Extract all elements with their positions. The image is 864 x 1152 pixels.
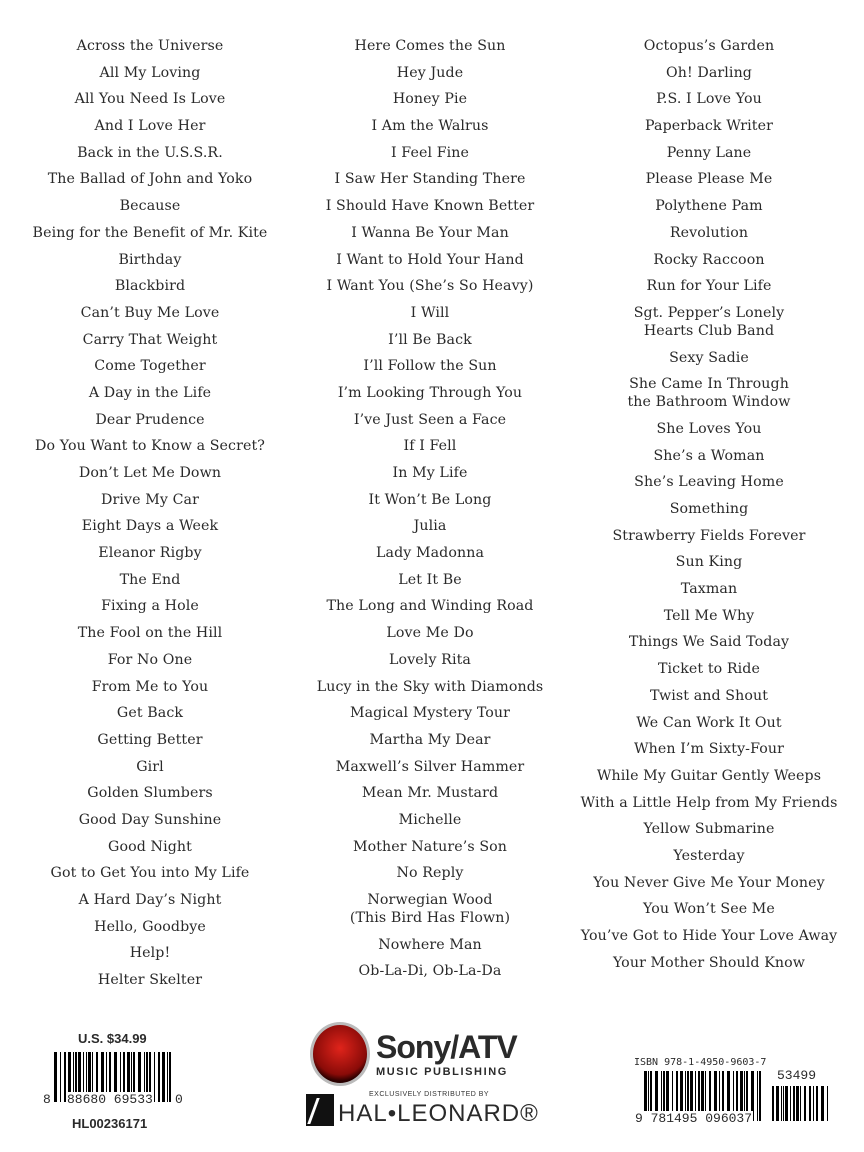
addon-number: 53499 [777,1068,817,1083]
item-code: HL00236171 [72,1116,148,1131]
song-title: Michelle [398,811,462,828]
song-title: Something [669,501,749,517]
song-title: Eight Days a Week [81,518,219,535]
upc-left-digit: 8 [43,1092,51,1107]
song-title: While My Guitar Gently Weeps [596,767,822,784]
song-title: Yesterday [673,847,745,864]
song-title: Revolution [669,224,749,241]
song-title: Your Mother Should Know [612,954,806,971]
song-title: Back in the U.S.S.R. [77,144,223,161]
song-title: No Reply [396,865,464,882]
song-title: I Feel Fine [390,144,470,161]
song-title: Here Comes the Sun [354,38,506,54]
barcode-bar [54,1052,57,1102]
song-title: Lady Madonna [375,545,485,562]
song-title: She Loves You [656,420,762,437]
song-title: Birthday [118,251,182,268]
song-title: Carry That Weight [82,331,218,348]
song-title: Drive My Car [101,491,199,508]
song-title: Good Day Sunshine [78,811,222,828]
price: U.S. $34.99 [78,1031,147,1046]
song-title: Oh! Darling [666,64,752,81]
barcode-bar [790,1086,791,1121]
song-title: Fixing a Hole [101,598,199,615]
song-title: I’ve Just Seen a Face [353,411,507,428]
song-title: Got to Get You into My Life [50,865,250,882]
distributor-name: HAL•LEONARD® [338,1100,539,1127]
barcode-bar [776,1086,779,1121]
song-title: Because [119,198,181,215]
sony-atv-emblem-icon [310,1022,370,1086]
barcode-bar [158,1052,160,1102]
song-title: Getting Better [97,731,203,748]
song-title: Yellow Submarine [643,821,775,838]
distributed-by: EXCLUSIVELY DISTRIBUTED BY [369,1091,490,1098]
song-title: Dear Prudence [95,411,205,428]
song-title: Strawberry Fields Forever [612,527,806,544]
song-title: Hey Jude [396,64,464,81]
barcode-bar [60,1052,61,1102]
barcode-bar [759,1071,761,1121]
song-title: I’ll Follow the Sun [363,358,497,375]
song-title: I Will [410,304,450,321]
song-title: Come Together [94,358,206,375]
barcode-bar [821,1086,824,1121]
song-title: Love Me Do [386,625,474,642]
upc-right-digit: 0 [175,1092,183,1107]
barcode-bar [757,1071,758,1121]
sony-atv-logo [310,1022,517,1086]
song-title: I Want You (She’s So Heavy) [326,278,534,295]
song-title: Tell Me Why [663,607,755,624]
song-title: Across the Universe [76,38,224,54]
song-title: With a Little Help from My Friends [580,794,838,811]
song-title: It Won’t Be Long [368,491,492,508]
song-title: Mean Mr. Mustard [361,785,499,802]
song-title: I Want to Hold Your Hand [336,251,524,268]
barcode-bar [813,1086,814,1121]
song-title: Rocky Raccoon [653,251,765,268]
song-title: Run for Your Life [646,278,772,295]
song-title: The Ballad of John and Yoko [47,171,253,188]
song-title: Sexy Sadie [669,349,749,366]
song-title: Twist and Shout [649,687,769,704]
song-title: If I Fell [403,438,457,455]
song-title: I Should Have Known Better [325,198,535,215]
song-title: I’ll Be Back [388,331,472,348]
song-title: Sun King [675,554,743,571]
song-title: All You Need Is Love [74,91,226,108]
song-title: From Me to You [91,678,209,695]
song-title: Being for the Benefit of Mr. Kite [32,224,268,241]
barcode-bar [154,1052,155,1102]
barcode-bar [816,1086,818,1121]
song-title: Please Please Me [645,171,773,188]
song-title: Do You Want to Know a Secret? [34,438,265,455]
barcode-bar [781,1086,782,1121]
upc-number: 88680 69533 [67,1092,153,1107]
song-title: Ticket to Ride [657,661,760,678]
song-title: A Day in the Life [88,384,212,401]
barcode-bar [772,1086,774,1121]
song-title: Can’t Buy Me Love [80,304,220,321]
ean-number: 9 781495 096037 [635,1111,753,1126]
barcode-bar [785,1086,788,1121]
hal-leonard-emblem-icon [306,1094,334,1126]
song-title: I Saw Her Standing There [334,171,526,188]
barcode-bar [804,1086,806,1121]
song-title: The End [119,571,181,588]
song-column-3 [569,37,849,980]
song-title: P.S. I Love You [656,91,762,108]
isbn: ISBN 978-1-4950-9603-7 [634,1057,767,1068]
song-title: Polythene Pam [655,198,763,215]
song-title: Good Night [108,838,192,855]
barcode-bar [800,1086,801,1121]
song-title: Penny Lane [666,144,752,161]
song-title: We Can Work It Out [636,714,782,731]
song-title: Julia [413,518,447,535]
song-title: I’m Looking Through You [337,384,523,401]
song-title: Nowhere Man [378,936,482,953]
song-column-2 [290,37,570,989]
song-title: Get Back [116,705,184,722]
song-title: Mother Nature’s Son [352,838,508,855]
song-title: Norwegian Wood (This Bird Has Flown) [349,892,511,926]
song-title: Lucy in the Sky with Diamonds [316,678,544,695]
song-title: Blackbird [114,278,186,295]
song-title: Lovely Rita [389,651,471,668]
song-title: Hello, Goodbye [94,918,206,935]
barcode-bar [827,1086,828,1121]
song-title: For No One [107,651,193,668]
barcode-bar [167,1052,168,1102]
song-title: Honey Pie [392,91,468,108]
barcode-bar [796,1086,799,1121]
publisher-sub: MUSIC PUBLISHING [376,1065,508,1078]
song-title: Helter Skelter [97,972,203,989]
barcode-bar [783,1086,785,1121]
song-title: She’s a Woman [653,447,765,464]
barcode-bar [169,1052,171,1102]
barcode-bar [809,1086,812,1121]
song-title: All My Loving [99,64,201,81]
song-title: Golden Slumbers [87,785,213,802]
song-title: Paperback Writer [645,118,773,135]
hal-leonard-logo [306,1094,539,1126]
song-title: Let It Be [398,571,462,588]
song-title: Magical Mystery Tour [349,705,511,722]
song-title: Things We Said Today [628,634,790,651]
song-title: Don’t Let Me Down [78,465,222,481]
song-title: Martha My Dear [369,731,491,748]
song-title: The Fool on the Hill [77,625,223,642]
song-title: When I’m Sixty-Four [633,741,785,758]
song-title: She Came In Through the Bathroom Window [627,376,791,411]
barcode-bar [162,1052,165,1102]
song-title: She’s Leaving Home [634,474,784,491]
song-title: Help! [129,945,171,962]
publisher-name: Sony/ATV [376,1028,517,1065]
song-title: I Wanna Be Your Man [351,224,509,241]
song-title: Girl [136,758,164,775]
barcode-bar [793,1086,795,1121]
song-title: You Won’t See Me [643,901,775,918]
song-title: I Am the Walrus [371,118,489,135]
song-title: Taxman [680,581,738,598]
song-title: You Never Give Me Your Money [593,874,825,891]
song-title: You’ve Got to Hide Your Love Away [580,928,838,944]
addon-barcode [772,1086,830,1121]
song-title: Eleanor Rigby [98,545,202,562]
song-title: The Long and Winding Road [326,598,534,615]
song-title: Ob-La-Di, Ob-La-Da [358,963,502,980]
song-column-1 [10,37,290,998]
song-title: A Hard Day’s Night [78,892,222,908]
song-title: Maxwell’s Silver Hammer [335,758,525,775]
song-title: Octopus’s Garden [643,38,775,54]
song-title: Sgt. Pepper’s Lonely Hearts Club Band [633,304,785,339]
song-title: In My Life [392,465,468,481]
song-title: And I Love Her [94,118,206,135]
